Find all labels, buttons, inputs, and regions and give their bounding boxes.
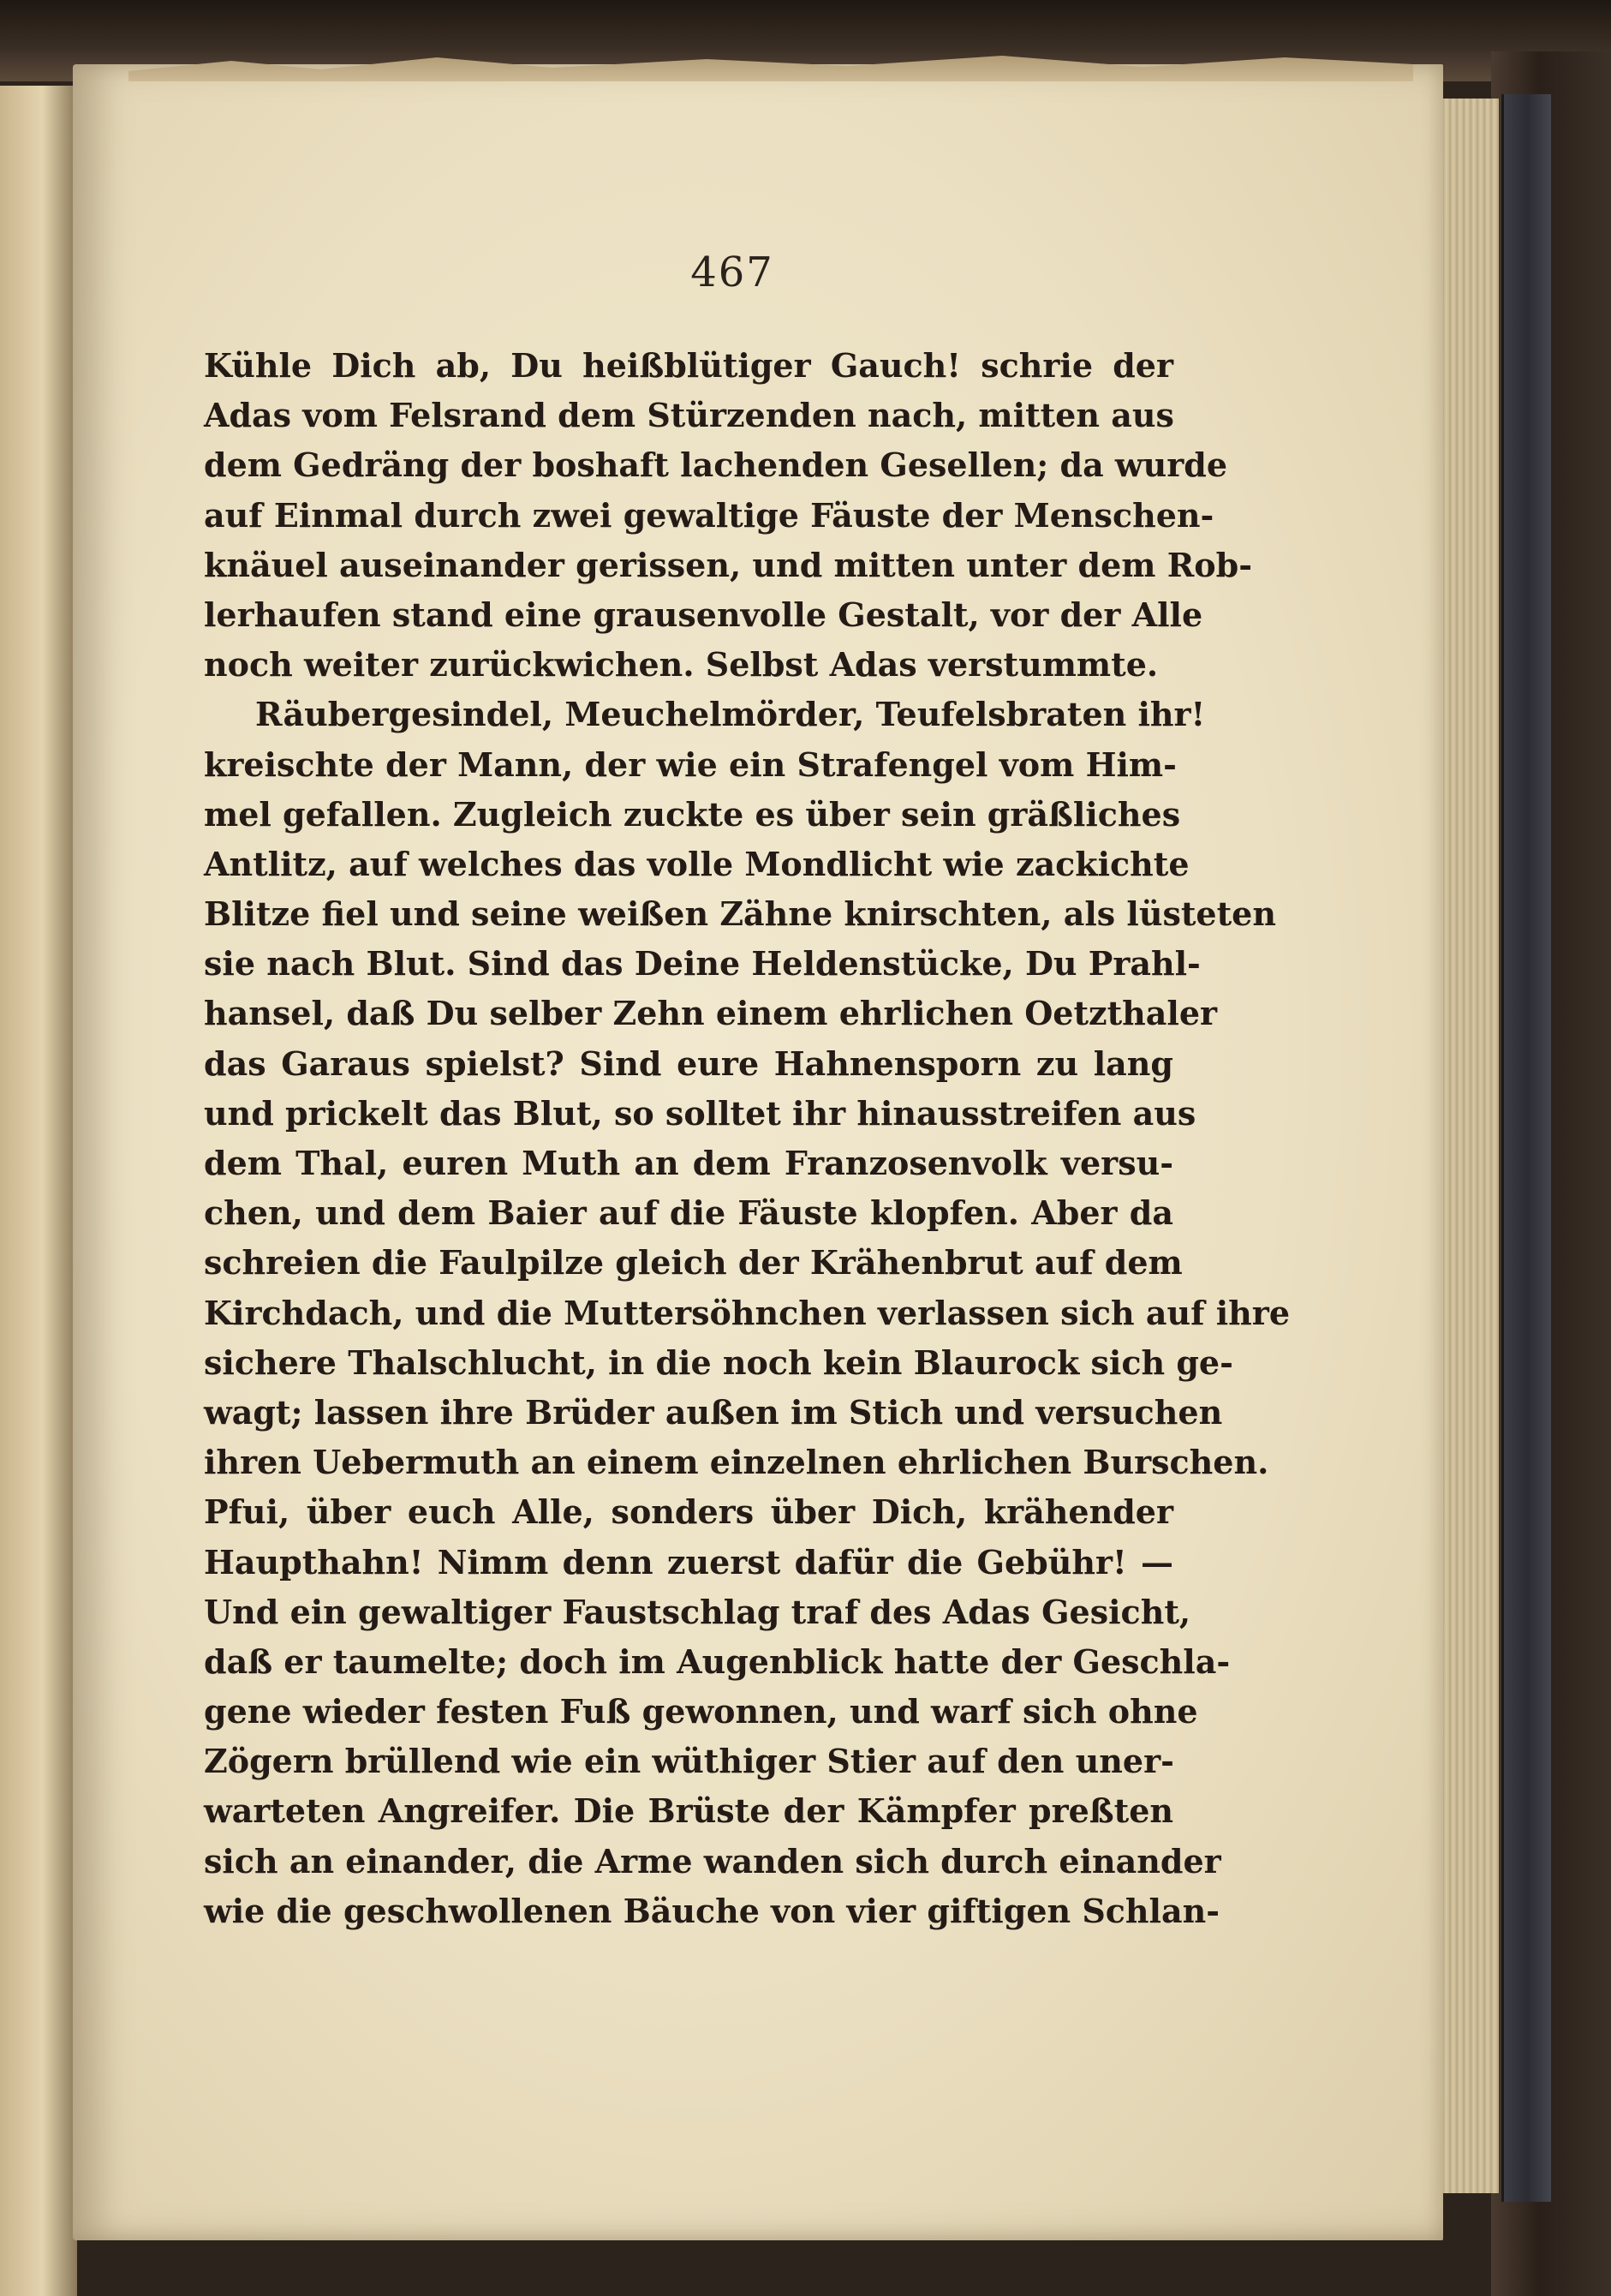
text-line: schreien die Faulpilze gleich der Krähenbrut auf dem <box>204 1243 1183 1283</box>
text-line: das Garaus spielst? Sind eure Hahnensporn zu lang <box>204 1043 1173 1083</box>
facing-page-edge <box>0 86 77 2296</box>
text-line: sie nach Blut. Sind das Deine Heldenstücke, Du Prahl- <box>204 944 1201 984</box>
text-line: wagt; lassen ihre Brüder außen im Stich und versuchen <box>204 1392 1223 1432</box>
text-line: gene wieder festen Fuß gewonnen, und warf sich ohne <box>204 1692 1198 1731</box>
text-line: Haupthahn! Nimm denn zuerst dafür die Gebühr! — <box>204 1542 1173 1581</box>
text-line: auf Einmal durch zwei gewaltige Fäuste der Menschen- <box>204 495 1214 535</box>
text-line: dem Thal, euren Muth an dem Franzosenvolk versu- <box>204 1144 1173 1182</box>
text-line: Kühle Dich ab, Du heißblütiger Gauch! schrie der <box>204 346 1173 385</box>
text-line: mel gefallen. Zugleich zuckte es über sein gräßliches <box>204 794 1181 834</box>
text-line: und prickelt das Blut, so solltet ihr hinausstreifen aus <box>204 1093 1196 1133</box>
text-line: wie die geschwollenen Bäuche von vier giftigen Schlan- <box>204 1891 1220 1930</box>
text-line: chen, und dem Baier auf die Fäuste klopfen. Aber da <box>204 1193 1173 1233</box>
text-line: knäuel auseinander gerissen, und mitten unter dem Rob- <box>204 545 1252 584</box>
body-text <box>204 341 1290 1936</box>
text-line: Räubergesindel, Meuchelmörder, Teufelsbraten ihr! <box>255 695 1206 734</box>
page-number: 467 <box>690 248 774 296</box>
text-line: sich an einander, die Arme wanden sich durch einander <box>204 1841 1221 1880</box>
text-line: Antlitz, auf welches das volle Mondlicht wie zackichte <box>204 844 1190 883</box>
text-line: noch weiter zurückwichen. Selbst Adas verstummte. <box>204 645 1159 685</box>
cover-cloth-strip <box>1501 94 1551 2202</box>
text-line: daß er taumelte; doch im Augenblick hatte der Geschla- <box>204 1641 1231 1681</box>
text-line: Kirchdach, und die Muttersöhnchen verlassen sich auf ihre <box>204 1293 1290 1332</box>
text-line: dem Gedräng der boshaft lachenden Gesellen; da wurde <box>204 445 1228 485</box>
text-line: Und ein gewaltiger Faustschlag traf des Adas Gesicht, <box>204 1592 1191 1631</box>
text-line: ihren Uebermuth an einem einzelnen ehrlichen Burschen. <box>204 1443 1269 1482</box>
text-line: kreischte der Mann, der wie ein Strafengel vom Him- <box>204 744 1177 784</box>
text-line: warteten Angreifer. Die Brüste der Kämpfer preßten <box>204 1791 1173 1831</box>
text-line: Zögern brüllend wie ein wüthiger Stier auf den uner- <box>204 1742 1174 1781</box>
text-line: lerhaufen stand eine grausenvolle Gestalt, vor der Alle <box>204 595 1203 634</box>
text-line: sichere Thalschlucht, in die noch kein Blaurock sich ge- <box>204 1342 1233 1382</box>
text-line: Pfui, über euch Alle, sonders über Dich, krähender <box>204 1492 1173 1532</box>
text-line: hansel, daß Du selber Zehn einem ehrlichen Oetzthaler <box>204 994 1218 1033</box>
text-line: Blitze fiel und seine weißen Zähne knirschten, als lüsteten <box>204 894 1276 934</box>
text-line: Adas vom Felsrand dem Stürzenden nach, mitten aus <box>204 396 1174 435</box>
